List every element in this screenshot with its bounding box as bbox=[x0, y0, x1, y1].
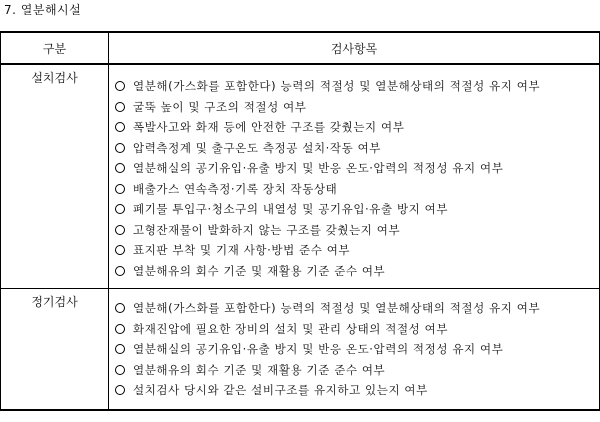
item-list bbox=[115, 76, 599, 281]
circle-bullet-icon bbox=[115, 303, 125, 313]
circle-bullet-icon bbox=[115, 365, 125, 375]
items-cell bbox=[109, 64, 600, 289]
list-item bbox=[115, 240, 599, 261]
list-item bbox=[115, 97, 599, 118]
inspection-table bbox=[0, 31, 600, 411]
table-row-install-inspection bbox=[1, 64, 600, 289]
list-item bbox=[115, 179, 599, 200]
circle-bullet-icon bbox=[115, 81, 125, 91]
list-item bbox=[115, 199, 599, 220]
item-text: 열분해실의 공기유입·유출 방지 및 반응 온도·압력의 적정성 유지 여부 bbox=[133, 342, 504, 356]
category-cell: 설치검사 bbox=[1, 64, 109, 289]
circle-bullet-icon bbox=[115, 204, 125, 214]
circle-bullet-icon bbox=[115, 184, 125, 194]
list-item bbox=[115, 339, 599, 360]
list-item bbox=[115, 76, 599, 97]
item-text: 열분해실의 공기유입·유출 방지 및 반응 온도·압력의 적정성 유지 여부 bbox=[133, 161, 504, 175]
section-title: 7. 열분해시설 bbox=[4, 3, 82, 17]
list-item bbox=[115, 360, 599, 381]
item-text: 배출가스 연속측정·기록 장치 작동상태 bbox=[133, 181, 338, 196]
items-cell bbox=[109, 289, 600, 411]
item-text: 표지판 부착 및 기재 사항·방법 준수 여부 bbox=[133, 243, 351, 257]
list-item bbox=[115, 138, 599, 159]
item-text: 열분해유의 회수 기준 및 재활용 기준 준수 여부 bbox=[133, 263, 386, 278]
list-item bbox=[115, 298, 599, 319]
item-text: 화재진압에 필요한 장비의 설치 및 관리 상태의 적절성 여부 bbox=[133, 321, 449, 336]
item-text: 열분해(가스화를 포함한다) 능력의 적절성 및 열분해상태의 적절성 유지 여부 bbox=[133, 301, 541, 315]
item-text: 굴뚝 높이 및 구조의 적절성 여부 bbox=[133, 99, 307, 114]
item-list bbox=[115, 298, 599, 401]
item-text: 설치검사 당시와 같은 설비구조를 유지하고 있는지 여부 bbox=[133, 383, 428, 397]
circle-bullet-icon bbox=[115, 266, 125, 276]
table-header-row bbox=[1, 32, 600, 64]
item-text: 열분해(가스화를 포함한다) 능력의 적절성 및 열분해상태의 적절성 유지 여부 bbox=[133, 79, 541, 93]
item-text: 열분해유의 회수 기준 및 재활용 기준 준수 여부 bbox=[133, 362, 386, 377]
item-text: 고형잔재물이 발화하지 않는 구조를 갖췄는지 여부 bbox=[133, 222, 401, 237]
circle-bullet-icon bbox=[115, 324, 125, 334]
header-category: 구분 bbox=[1, 32, 109, 64]
circle-bullet-icon bbox=[115, 245, 125, 255]
circle-bullet-icon bbox=[115, 143, 125, 153]
list-item bbox=[115, 319, 599, 340]
list-item bbox=[115, 380, 599, 401]
circle-bullet-icon bbox=[115, 225, 125, 235]
circle-bullet-icon bbox=[115, 163, 125, 173]
list-item bbox=[115, 117, 599, 138]
list-item bbox=[115, 220, 599, 241]
circle-bullet-icon bbox=[115, 102, 125, 112]
circle-bullet-icon bbox=[115, 344, 125, 354]
category-cell: 정기검사 bbox=[1, 289, 109, 411]
table-row-regular-inspection bbox=[1, 289, 600, 411]
item-text: 압력측정계 및 출구온도 측정공 설치·작동 여부 bbox=[133, 140, 382, 155]
list-item bbox=[115, 261, 599, 282]
item-text: 폐기물 투입구·청소구의 내열성 및 공기유입·유출 방지 여부 bbox=[133, 202, 449, 216]
list-item bbox=[115, 158, 599, 179]
circle-bullet-icon bbox=[115, 122, 125, 132]
header-items: 검사항목 bbox=[109, 32, 600, 64]
item-text: 폭발사고와 화재 등에 안전한 구조를 갖췄는지 여부 bbox=[133, 120, 405, 134]
circle-bullet-icon bbox=[115, 385, 125, 395]
